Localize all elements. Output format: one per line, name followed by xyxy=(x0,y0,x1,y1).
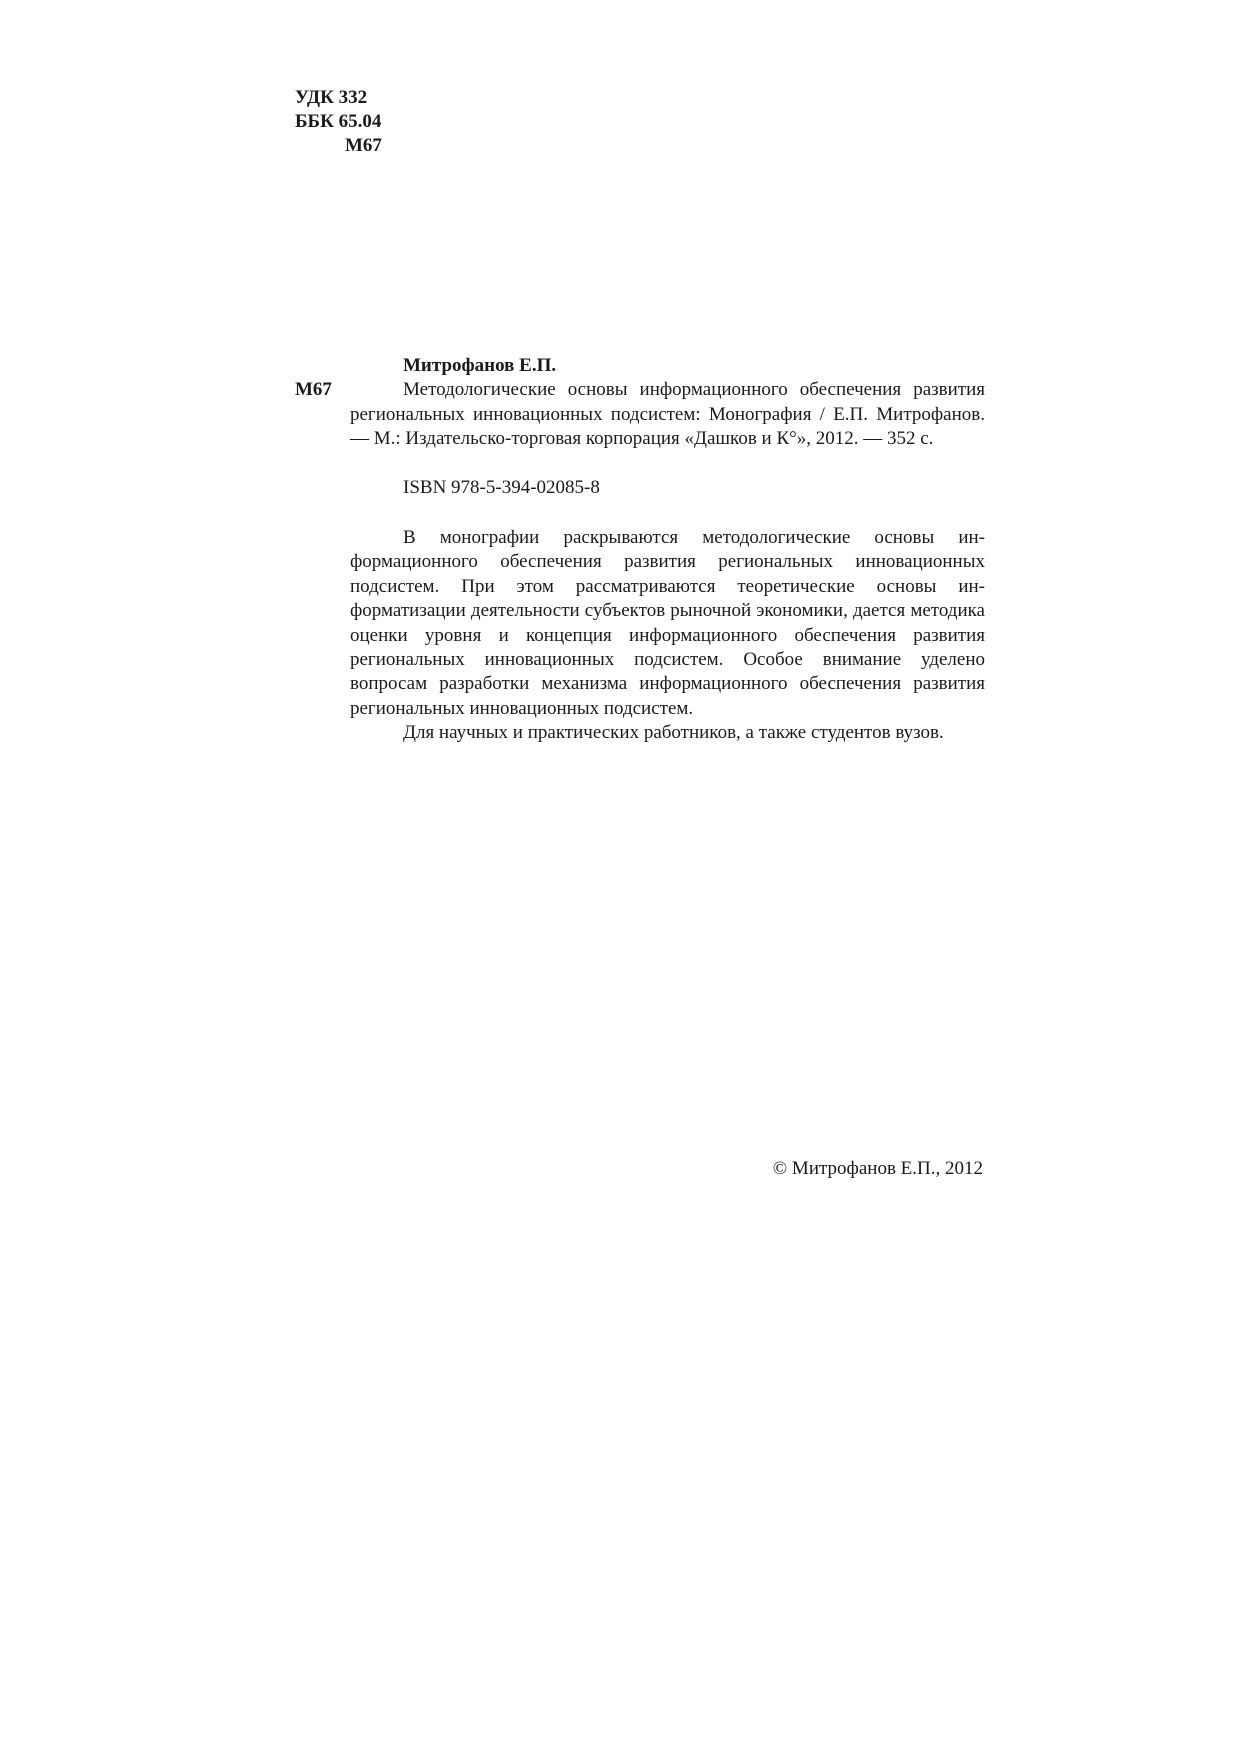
classification-block xyxy=(295,86,382,158)
annotation-paragraph: Для научных и практических работников, а также студентов вузов. xyxy=(403,722,944,744)
annotation-paragraph: В монографии раскрываются методологические основы информационного обеспечения развития региональных инновационных подсистем. При этом рассматриваются теоретические основы информатизации деятельности субъектов рыночной экономики, дается методика оценки уровня и концепция информационного обеспечения развития региональных инновационных подсистем. Особое внимание уделено вопросам разработки механизма информационного обеспечения развития региональных инновационных подсистем. xyxy=(350,527,985,719)
card-author: Митрофанов Е.П. xyxy=(403,355,557,376)
copyright-notice: © Митрофанов Е.П., 2012 xyxy=(772,1158,983,1179)
card-author-mark: М67 xyxy=(295,379,332,401)
author-mark: М67 xyxy=(345,135,382,156)
catalog-card xyxy=(295,354,985,746)
bbk-code: ББК 65.04 xyxy=(295,111,382,132)
isbn: ISBN 978-5-394-02085-8 xyxy=(403,476,600,498)
annotation xyxy=(295,526,985,746)
udc-code: УДК 332 xyxy=(295,87,368,108)
bibliographic-entry: Методологические основы информационного обеспечения развития региональных инновационных подсистем: Монография / Е.П. Митрофанов. — М.: Издательско-торговая корпорация «Дашков и К°», 2012. — 352 с. xyxy=(350,379,985,450)
